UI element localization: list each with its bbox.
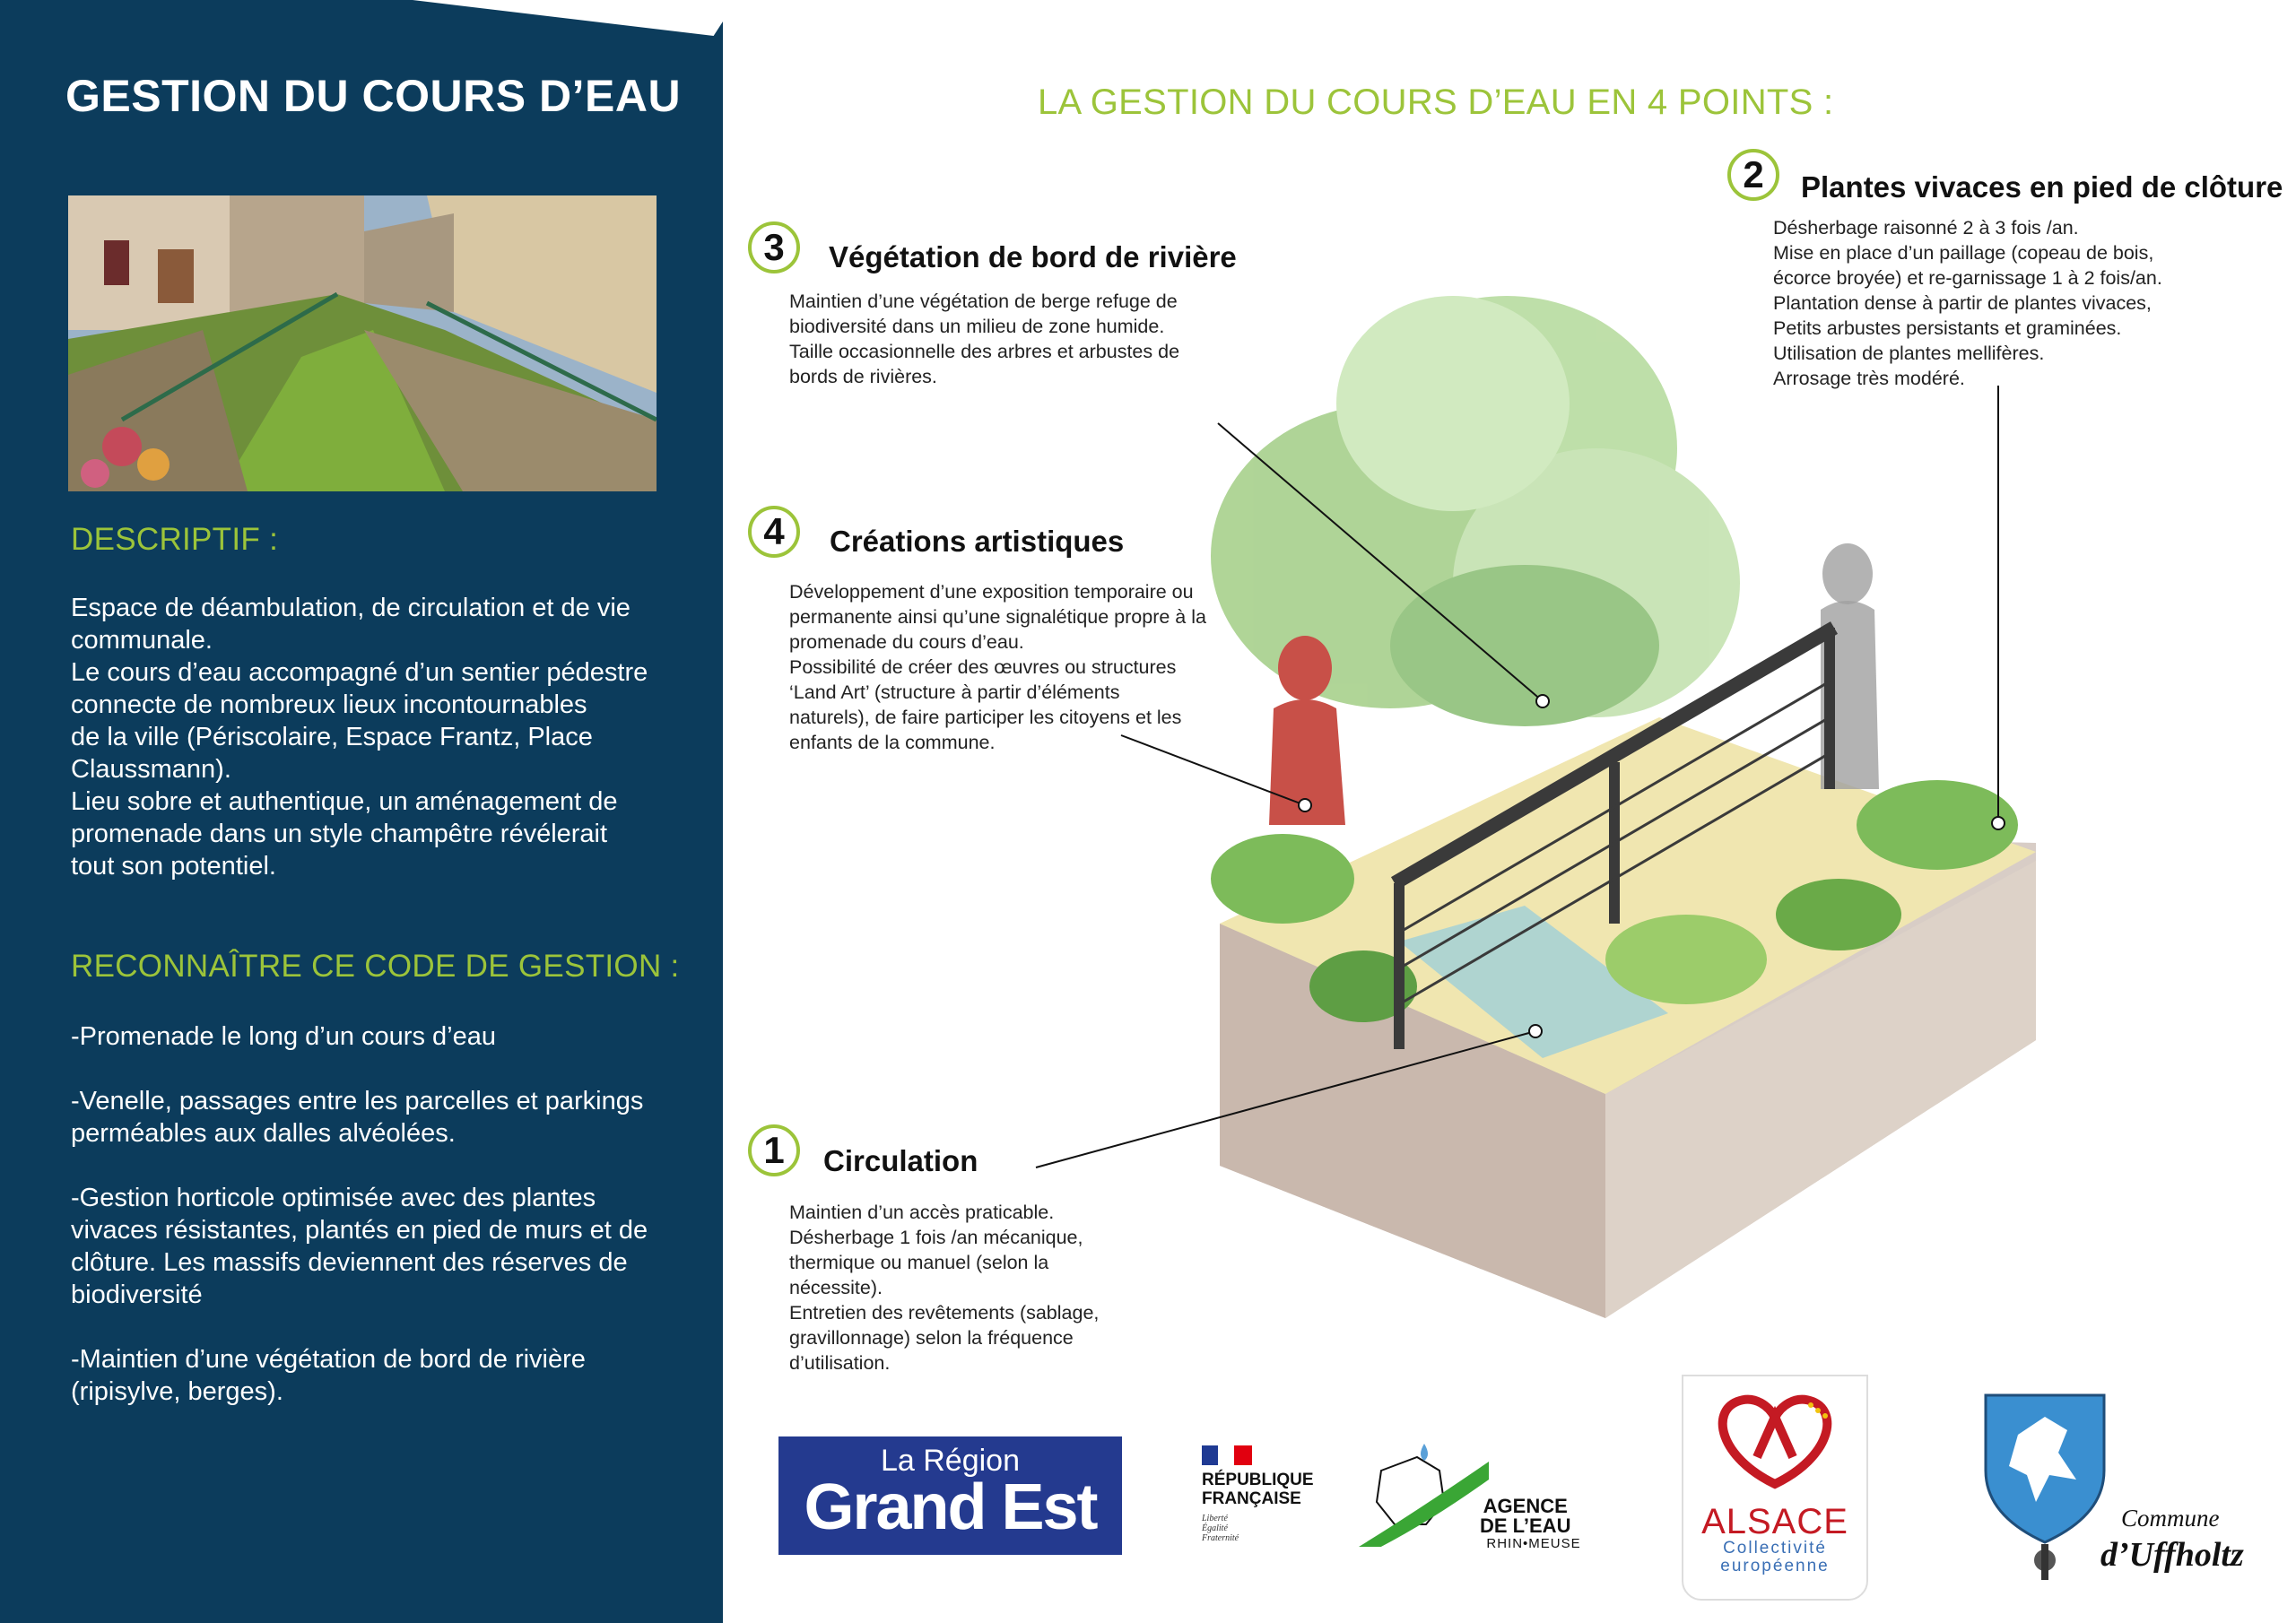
- agence-sub: RHIN•MEUSE: [1486, 1536, 1581, 1551]
- code-item-2: -Venelle, passages entre les parcelles et parkings perméables aux dalles alvéolées.: [71, 1087, 644, 1148]
- commune-line1: Commune: [2121, 1505, 2220, 1532]
- alsace-sub: Collectivité européenne: [1720, 1539, 1830, 1575]
- panel-tab-shape: [413, 0, 723, 36]
- commune-line2: d’Uffholtz: [2100, 1536, 2244, 1574]
- code-item-4: -Maintien d’une végétation de bord de rivière (ripisylve, berges).: [71, 1345, 586, 1406]
- uffholtz-coat-of-arms-icon: [1982, 1390, 2108, 1587]
- point-3-badge: 3: [748, 221, 800, 273]
- point-3-text: Maintien d’une végétation de berge refuge de biodiversité dans un milieu de zone humide. Taille occasionnelle des arbres et arbustes de bords de rivières.: [789, 291, 1180, 387]
- rf-text: RÉPUBLIQUE FRANÇAISE: [1202, 1471, 1314, 1508]
- uffholtz-logo: [1982, 1390, 2251, 1587]
- left-panel: [0, 0, 723, 1623]
- point-4-text: Développement d’une exposition temporaire ou permanente ainsi qu’une signalétique propre à la promenade du cours d’eau. Possibilité de créer des œuvres ou structures ‘Land Art’ (structure à partir d’éléments naturels), de faire participer les citoyens et les enfants de la commune.: [789, 581, 1206, 753]
- region-grand-est-logo: [778, 1436, 1122, 1555]
- point-1-title: Circulation: [823, 1144, 978, 1177]
- point-1-text: Maintien d’un accès praticable. Désherbage 1 fois /an mécanique, thermique ou manuel (selon la nécessite). Entretien des revêtements (sablage, gravillonnage) selon la fréquence d’utilisation.: [789, 1202, 1100, 1374]
- point-4-badge: 4: [748, 506, 800, 558]
- marianne-flag-icon: [1202, 1445, 1252, 1465]
- region-logo-line2: Grand Est: [804, 1471, 1097, 1543]
- river-photo: [68, 195, 657, 491]
- point-2-title: Plantes vivaces en pied de clôture: [1801, 170, 2283, 204]
- alsace-logo: [1682, 1375, 1868, 1601]
- rf-motto: Liberté Égalité Fraternité: [1202, 1514, 1239, 1543]
- point-3-title: Végétation de bord de rivière: [829, 240, 1237, 273]
- code-item-1: -Promenade le long d’un cours d’eau: [71, 1022, 496, 1051]
- france-map-icon: [1354, 1439, 1489, 1547]
- panel-title: GESTION DU COURS D’EAU: [65, 71, 682, 121]
- region-logo-line1: La Région: [880, 1444, 1020, 1478]
- agence-eau-logo: [1354, 1439, 1587, 1556]
- main-title: LA GESTION DU COURS D’EAU EN 4 POINTS :: [1038, 82, 1834, 122]
- point-1-badge: 1: [748, 1124, 800, 1176]
- alsace-name: ALSACE: [1701, 1502, 1848, 1541]
- code-item-3: -Gestion horticole optimisée avec des plantes vivaces résistantes, plantés en pied de murs et de clôture. Les massifs deviennent des réserves de biodiversité: [71, 1184, 648, 1309]
- republique-francaise-logo: [1202, 1444, 1314, 1551]
- agence-text: AGENCE DE L’EAU: [1480, 1495, 1571, 1537]
- descriptif-heading: DESCRIPTIF :: [71, 522, 279, 557]
- code-heading: RECONNAÎTRE CE CODE DE GESTION :: [71, 949, 680, 984]
- descriptif-text: Espace de déambulation, de circulation et de vie communale. Le cours d’eau accompagné d’un sentier pédestre connecte de nombreux lieux incontournables de la ville (Périscolaire, Espace Frantz, Place Claussmann). Lieu sobre et authentique, un aménagement de promenade dans un style champêtre révélerait tout son potentiel.: [71, 594, 648, 881]
- point-2-badge: 2: [1727, 149, 1779, 201]
- point-2-text: Désherbage raisonné 2 à 3 fois /an. Mise en place d’un paillage (copeau de bois, écorce broyée) et re-garnissage 1 à 2 fois/an. Plantation dense à partir de plantes vivaces, Petits arbustes persistants et graminées. Utilisation de plantes mellifères. Arrosage très modéré.: [1773, 217, 2162, 389]
- alsace-heart-icon: [1683, 1376, 1866, 1502]
- point-4-title: Créations artistiques: [830, 525, 1125, 558]
